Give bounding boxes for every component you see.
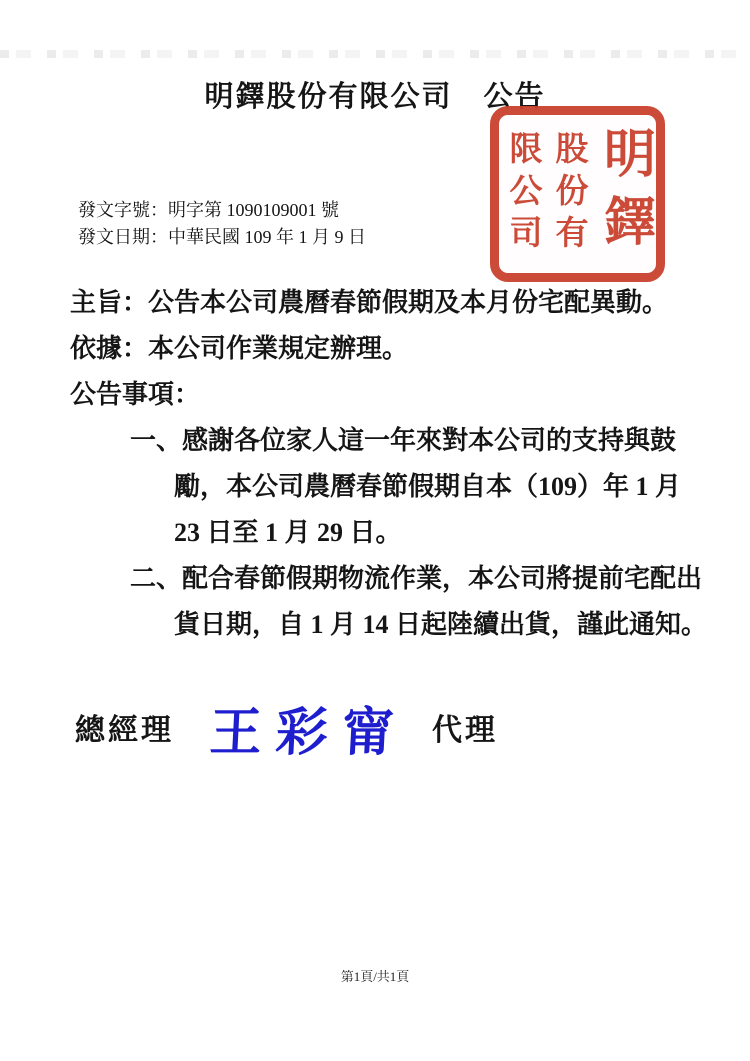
seal-column-right: 明鐸 <box>595 126 653 262</box>
document-title: 明鐸股份有限公司 公告 <box>204 81 546 113</box>
document-meta <box>78 197 366 251</box>
page-number: 第1頁/共1頁 <box>340 969 410 984</box>
doc-date-label: 發文日期： <box>78 227 168 247</box>
seal-column-left: 限公司 <box>504 131 541 257</box>
subject-text: 公告本公司農曆春節假期及本月份宅配異動。 <box>148 288 669 317</box>
basis-line <box>70 326 730 372</box>
item-2-text-1: 配合春節假期物流作業，本公司將提前宅配出 <box>182 564 703 593</box>
item-1-line-1 <box>70 418 730 464</box>
signature-title: 總經理 <box>75 714 174 747</box>
items-heading: 公告事項： <box>70 380 201 409</box>
item-1-line-3: 23 日至 1 月 29 日。 <box>174 518 402 547</box>
doc-number-label: 發文字號： <box>78 200 168 220</box>
doc-number-line <box>78 197 366 224</box>
item-2-line-1 <box>70 556 730 602</box>
doc-date-value: 中華民國 109 年 1 月 9 日 <box>168 227 366 247</box>
handwritten-signature: 王彩甯 <box>208 704 410 762</box>
signature-block <box>75 688 498 766</box>
item-1-number: 一、 <box>130 426 183 455</box>
scan-noise-band <box>0 50 750 58</box>
subject-label: 主旨： <box>70 288 149 317</box>
item-2-line-2: 貨日期，自 1 月 14 日起陸續出貨，謹此通知。 <box>174 610 708 639</box>
subject-line <box>70 280 730 326</box>
basis-text: 本公司作業規定辦理。 <box>148 334 409 363</box>
seal-column-middle: 股份有 <box>550 131 587 257</box>
item-1-text-1: 感謝各位家人這一年來對本公司的支持與鼓 <box>182 426 677 455</box>
basis-label: 依據： <box>70 334 149 363</box>
document-body <box>70 280 730 648</box>
item-2-number: 二、 <box>130 564 183 593</box>
signature-suffix: 代理 <box>432 714 499 747</box>
doc-date-line <box>78 224 366 251</box>
doc-number-value: 明字第 1090109001 號 <box>168 200 339 220</box>
page-footer <box>0 966 750 985</box>
company-seal-stamp <box>490 106 665 282</box>
item-1-line-2: 勵，本公司農曆春節假期自本（109）年 1 月 <box>174 472 682 501</box>
